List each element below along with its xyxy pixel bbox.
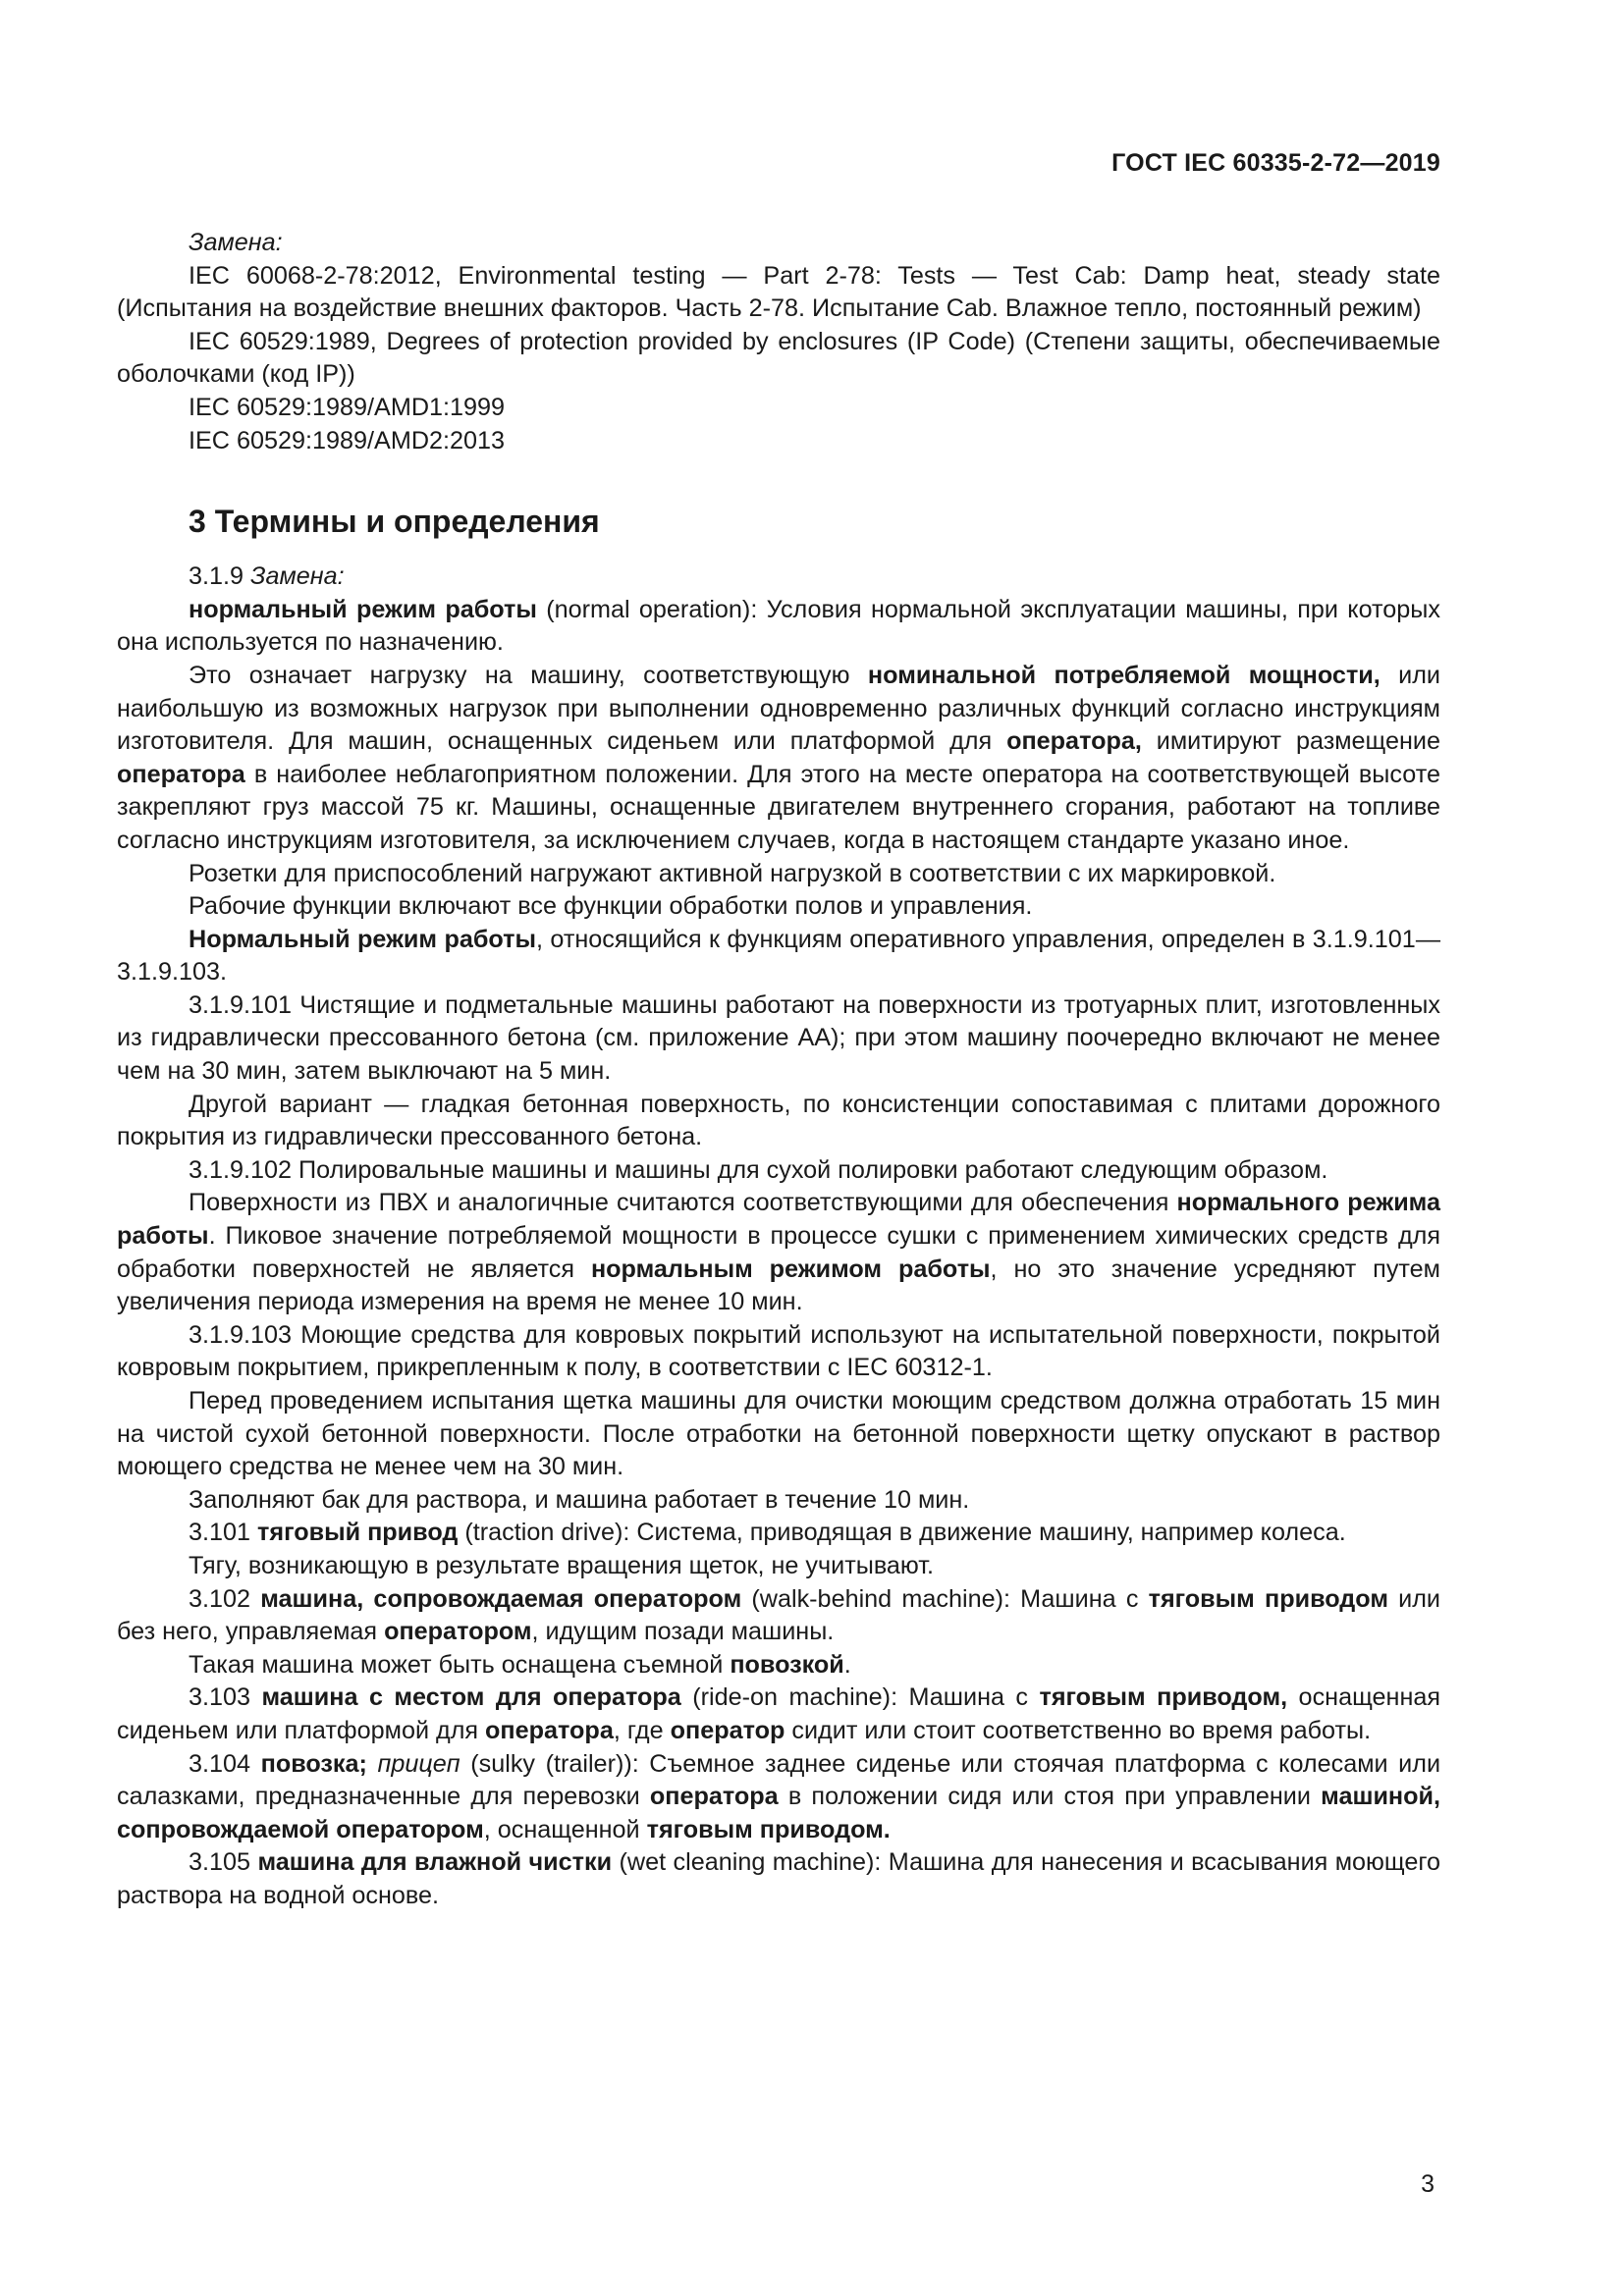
ref-iec-60529: IEC 60529:1989, Degrees of protection provided by enclosures (IP Code) (Степени защиты, обеспечиваемые оболочками (код IP)) [117,327,1440,389]
page-number: 3 [1421,2170,1435,2198]
ref-iec-60529-amd1: IEC 60529:1989/AMD1:1999 [189,393,506,421]
paragraph-sockets: Розетки для приспособлений нагружают активной нагрузкой в соответствии с их маркировкой. [189,859,1276,887]
definition-sulky: 3.104 повозка; прицеп (sulky (trailer)): Съемное заднее сиденье или стоячая платформа с колесами или салазками, предназначенные для перевозки оператора в положении сидя или стоя при управлении машиной, сопровождаемой оператором, оснащенной тяговым приводом. [117,1749,1441,1843]
section-title: 3 Термины и определения [189,504,600,540]
note-traction-drive: Тягу, возникающую в результате вращения щеток, не учитывают. [189,1551,935,1579]
clause-3-1-9-101-alt: Другой вариант — гладкая бетонная поверхность, по консистенции сопоставимая с плитами дорожного покрытия из гидравлически прессованного бетона. [117,1090,1440,1151]
clause-3-1-9-103: 3.1.9.103 Моющие средства для ковровых покрытий используют на испытательной поверхности, покрытой ковровым покрытием, прикрепленным к полу, в соответствии с IEC 60312-1. [117,1320,1440,1382]
page-content [117,227,1440,1913]
paragraph-load: Это означает нагрузку на машину, соответствующую номинальной потребляемой мощности, или наибольшую из возможных нагрузок при выполнении одновременно различных функций согласно инструкциям изготовителя. Для машин, оснащенных сиденьем или платформой для оператора, имитируют размещение оператора в наиболее неблагоприятном положении. Для этого на месте оператора на соответствующей высоте закрепляют груз массой 75 кг. Машины, оснащенные двигателем внутреннего сгорания, работают на топливе согласно инструкциям изготовителя, за исключением случаев, когда в настоящем стандарте указано иное. [117,661,1440,854]
clause-3-1-9-103-brush: Перед проведением испытания щетка машины для очистки моющим средством должна отработать 15 мин на чистой сухой бетонной поверхности. После отработки на бетонной поверхности щетку опускают в раствор моющего средства не менее чем на 30 мин. [117,1387,1440,1481]
ref-iec-60529-amd2: IEC 60529:1989/AMD2:2013 [189,426,506,454]
clause-3-1-9-heading: 3.1.9 Замена: [189,562,345,591]
clause-3-1-9-102: 3.1.9.102 Полировальные машины и машины для сухой полировки работают следующим образом. [189,1155,1328,1184]
note-walk-behind-machine: Такая машина может быть оснащена съемной повозкой. [189,1650,851,1679]
document-header: ГОСТ IEC 60335-2-72—2019 [1111,149,1440,177]
definition-wet-cleaning-machine: 3.105 машина для влажной чистки (wet cleaning machine): Машина для нанесения и всасывания моющего раствора на водной основе. [117,1848,1441,1909]
paragraph-functions: Рабочие функции включают все функции обработки полов и управления. [189,892,1033,921]
clause-3-1-9-103-tank: Заполняют бак для раствора, и машина работает в течение 10 мин. [189,1485,970,1514]
definition-normal-operation: нормальный режим работы (normal operation): Условия нормальной эксплуатации машины, при которых она используется по назначению. [117,595,1440,657]
ref-iec-60068: IEC 60068-2-78:2012, Environmental testing — Part 2-78: Tests — Test Cab: Damp heat, steady state (Испытания на воздействие внешних факторов. Часть 2-78. Испытание Cab. Влажное тепло, постоянный режим) [117,261,1440,323]
definition-ride-on-machine: 3.103 машина с местом для оператора (ride-on machine): Машина с тяговым приводом, оснащенная сиденьем или платформой для оператора, где оператор сидит или стоит соответственно во время работы. [117,1683,1440,1744]
definition-traction-drive: 3.101 тяговый привод (traction drive): Система, приводящая в движение машину, например колеса. [189,1519,1346,1547]
refs-label: Замена: [189,229,283,256]
definition-walk-behind-machine: 3.102 машина, сопровождаемая оператором (walk-behind machine): Машина с тяговым приводом или без него, управляемая оператором, идущим позади машины. [117,1584,1440,1646]
clause-3-1-9-102-pvc: Поверхности из ПВХ и аналогичные считаются соответствующими для обеспечения нормального режима работы. Пиковое значение потребляемой мощности в процессе сушки с применением химических средств для обработки поверхностей не является нормальным режимом работы, но это значение усредняют путем увеличения периода измерения на время не менее 10 мин. [117,1189,1440,1316]
paragraph-normal-operation-ref: Нормальный режим работы, относящийся к функциям оперативного управления, определен в 3.1.9.101—3.1.9.103. [117,925,1441,987]
clause-3-1-9-101: 3.1.9.101 Чистящие и подметальные машины работают на поверхности из тротуарных плит, изготовленных из гидравлически прессованного бетона (см. приложение АА); при этом машину поочередно включают не менее чем на 30 мин, затем выключают на 5 мин. [117,990,1440,1086]
